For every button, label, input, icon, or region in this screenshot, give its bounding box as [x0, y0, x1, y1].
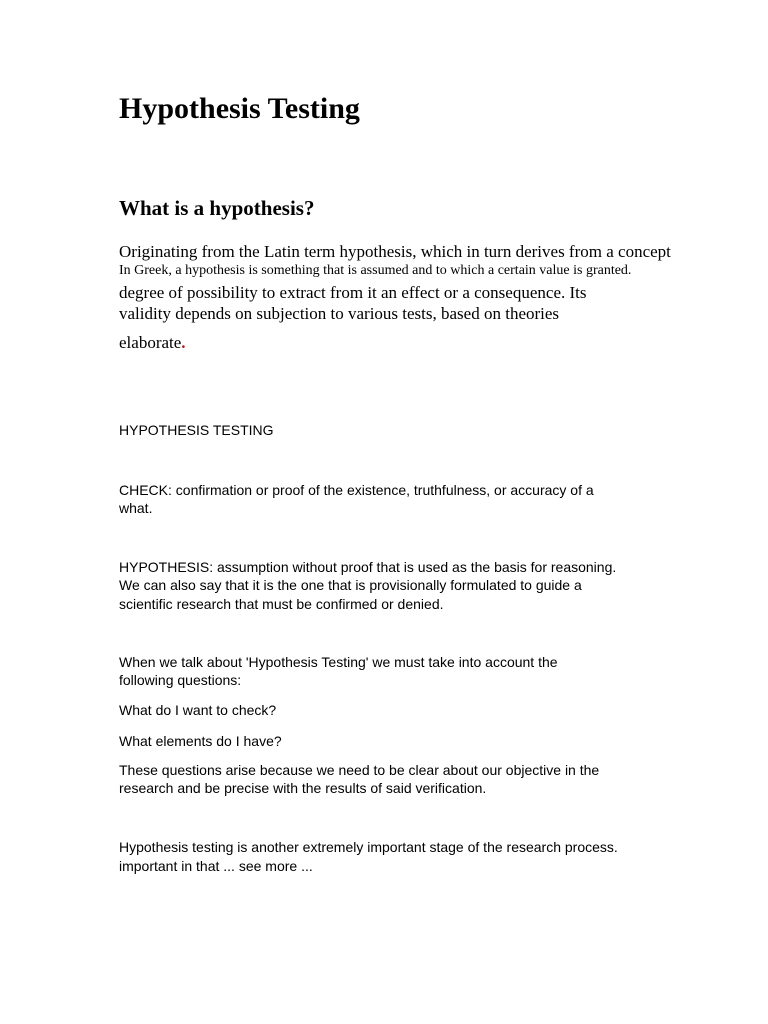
check-line-1: CHECK: confirmation or proof of the existence, truthfulness, or accuracy of a [119, 482, 594, 498]
red-period-mark: . [181, 333, 186, 352]
section-subtitle: What is a hypothesis? [119, 196, 315, 220]
intro-line-5 [119, 333, 186, 353]
page-title: Hypothesis Testing [119, 92, 360, 125]
closing-line-1: Hypothesis testing is another extremely important stage of the research process. [119, 839, 618, 855]
hypothesis-line-1: HYPOTHESIS: assumption without proof that is used as the basis for reasoning. [119, 559, 617, 575]
check-line-2: what. [119, 500, 153, 516]
intro-line-5-text: elaborate [119, 333, 182, 352]
talk-line-1: When we talk about 'Hypothesis Testing' we must take into account the [119, 654, 558, 670]
hypothesis-line-3: scientific research that must be confirmed or denied. [119, 596, 444, 612]
arise-line-1: These questions arise because we need to be clear about our objective in the [119, 762, 600, 778]
section-heading: HYPOTHESIS TESTING [119, 422, 274, 438]
closing-line-2[interactable]: important in that ... see more ... [119, 858, 313, 874]
intro-line-3: degree of possibility to extract from it an effect or a consequence. Its [119, 283, 587, 302]
question-1: What do I want to check? [119, 702, 277, 718]
arise-line-2: research and be precise with the results of said verification. [119, 780, 487, 796]
intro-line-2: In Greek, a hypothesis is something that is assumed and to which a certain value is granted. [119, 263, 632, 278]
talk-line-2: following questions: [119, 672, 242, 688]
hypothesis-line-2: We can also say that it is the one that is provisionally formulated to guide a [119, 577, 582, 593]
intro-line-1: Originating from the Latin term hypothesis, which in turn derives from a concept [119, 242, 671, 261]
intro-line-4: validity depends on subjection to various tests, based on theories [119, 304, 560, 323]
question-2: What elements do I have? [119, 733, 282, 749]
